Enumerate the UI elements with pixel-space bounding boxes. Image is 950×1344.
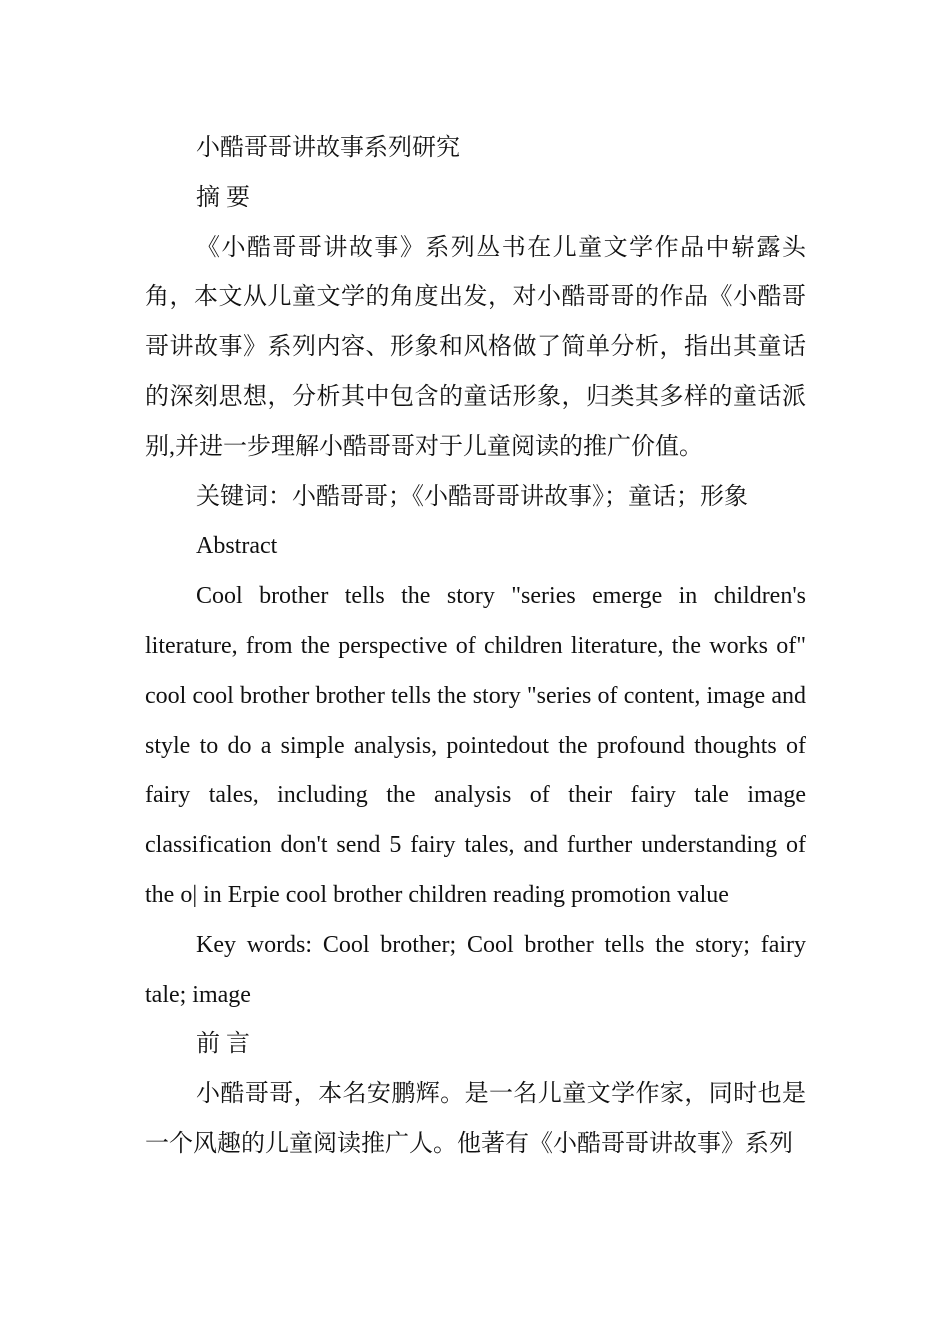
keywords-chinese: 关键词：小酷哥哥；《小酷哥哥讲故事》；童话；形象 [196,483,748,510]
preface-heading: 前 言 [196,1031,250,1058]
document-body [145,124,806,1170]
abstract-chinese: 《小酷哥哥讲故事》系列丛书在儿童文学作品中崭露头角，本文从儿童文学的角度出发，对小酷哥哥的作品《小酷哥哥讲故事》系列内容、形象和风格做了简单分析，指出其童话的深刻思想，分析其中包含的童话形象，归类其多样的童话派别,并进一步理解小酷哥哥对于儿童阅读的推广价值。 [145,234,806,460]
abstract-english: Cool brother tells the story "series emerge in children's literature, from the perspective of children literature, the works of" cool cool brother brother tells the story "series of content, image and style to do a simple analysis, pointedout the profound thoughts of fairy tales, including the analysis of their fairy tale image classification don't send 5 fairy tales, and further understanding of the o| in Erpie cool brother children reading promotion value [145,583,806,908]
abstract-english-heading: Abstract [196,533,278,560]
abstract-heading: 摘 要 [196,184,250,211]
keywords-english: Key words: Cool brother; Cool brother tells the story; fairy tale; image [145,931,806,1008]
preface-paragraph: 小酷哥哥，本名安鹏辉。是一名儿童文学作家，同时也是一个风趣的儿童阅读推广人。他著有《小酷哥哥讲故事》系列 [145,1081,806,1157]
paper-title: 小酷哥哥讲故事系列研究 [196,135,460,161]
